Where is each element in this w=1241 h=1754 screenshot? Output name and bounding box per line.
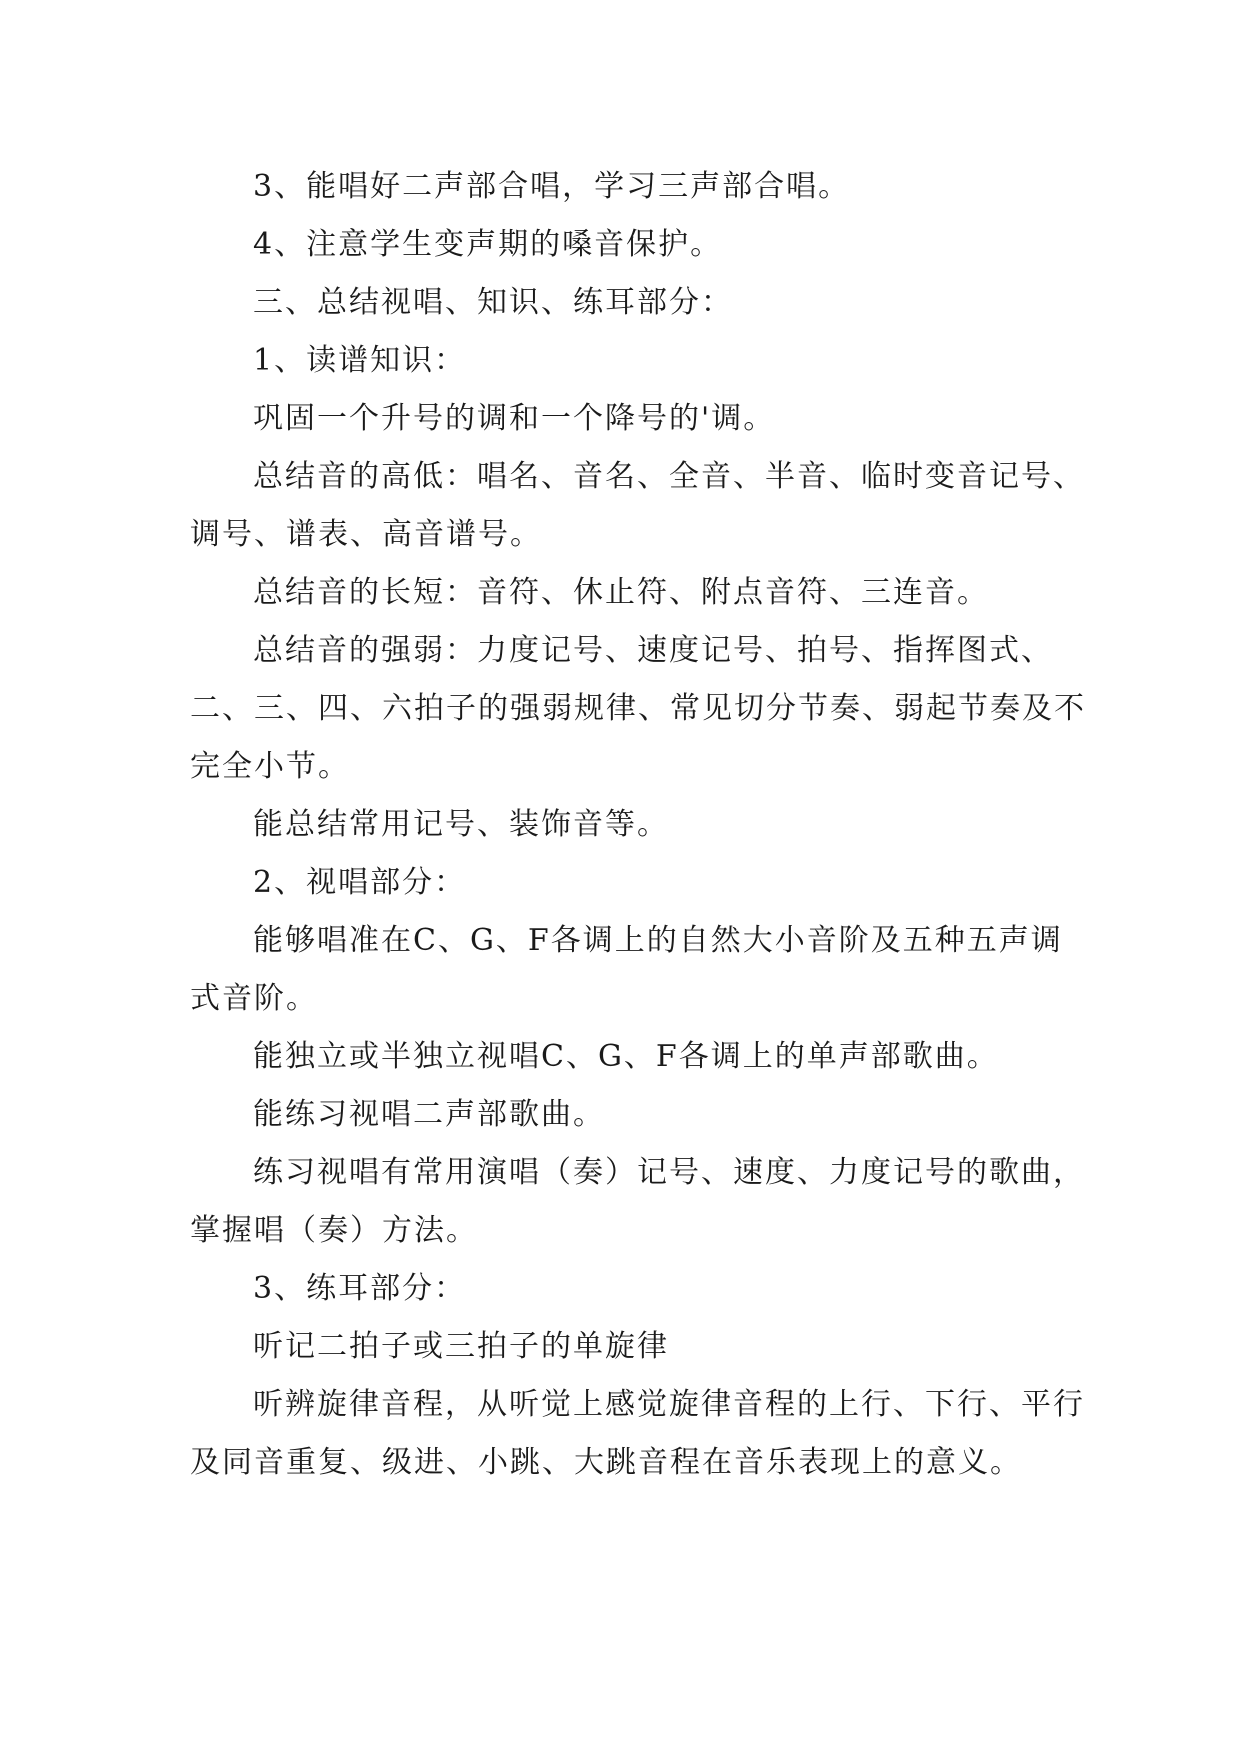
paragraph-two-voice: 能练习视唱二声部歌曲。: [253, 1097, 605, 1132]
paragraph-performance-marks: 练习视唱有常用演唱（奏）记号、速度、力度记号的歌曲，掌握唱（奏）方法。: [190, 1155, 1085, 1248]
paragraph-single-voice: 能独立或半独立视唱C、G、F各调上的单声部歌曲。: [253, 1039, 999, 1074]
paragraph-scales: 能够唱准在C、G、F各调上的自然大小音阶及五种五声调式音阶。: [190, 923, 1063, 1016]
subheading-reading: 1、读谱知识：: [253, 343, 467, 378]
subheading-ear-training: 3、练耳部分：: [253, 1271, 467, 1306]
paragraph-1: 3、能唱好二声部合唱，学习三声部合唱。: [253, 169, 851, 204]
paragraph-pitch: 总结音的高低：唱名、音名、全音、半音、临时变音记号、调号、谱表、高音谱号。: [190, 459, 1085, 552]
section-heading-3: 三、总结视唱、知识、练耳部分：: [253, 285, 733, 320]
paragraph-dynamics: 总结音的强弱：力度记号、速度记号、拍号、指挥图式、二、三、四、六拍子的强弱规律、常见切分节奏、弱起节奏及不完全小节。: [190, 633, 1086, 784]
paragraph-key-signatures: 巩固一个升号的调和一个降号的'调。: [253, 401, 776, 436]
paragraph-intervals: 听辨旋律音程，从听觉上感觉旋律音程的上行、下行、平行及同音重复、级进、小跳、大跳音程在音乐表现上的意义。: [190, 1387, 1085, 1480]
subheading-sight-singing: 2、视唱部分：: [253, 865, 467, 900]
paragraph-2: 4、注意学生变声期的嗓音保护。: [253, 227, 723, 262]
paragraph-duration: 总结音的长短：音符、休止符、附点音符、三连音。: [253, 575, 989, 610]
paragraph-dictation: 听记二拍子或三拍子的单旋律: [253, 1329, 669, 1364]
paragraph-symbols: 能总结常用记号、装饰音等。: [253, 807, 669, 842]
document-body: [190, 158, 1090, 1492]
